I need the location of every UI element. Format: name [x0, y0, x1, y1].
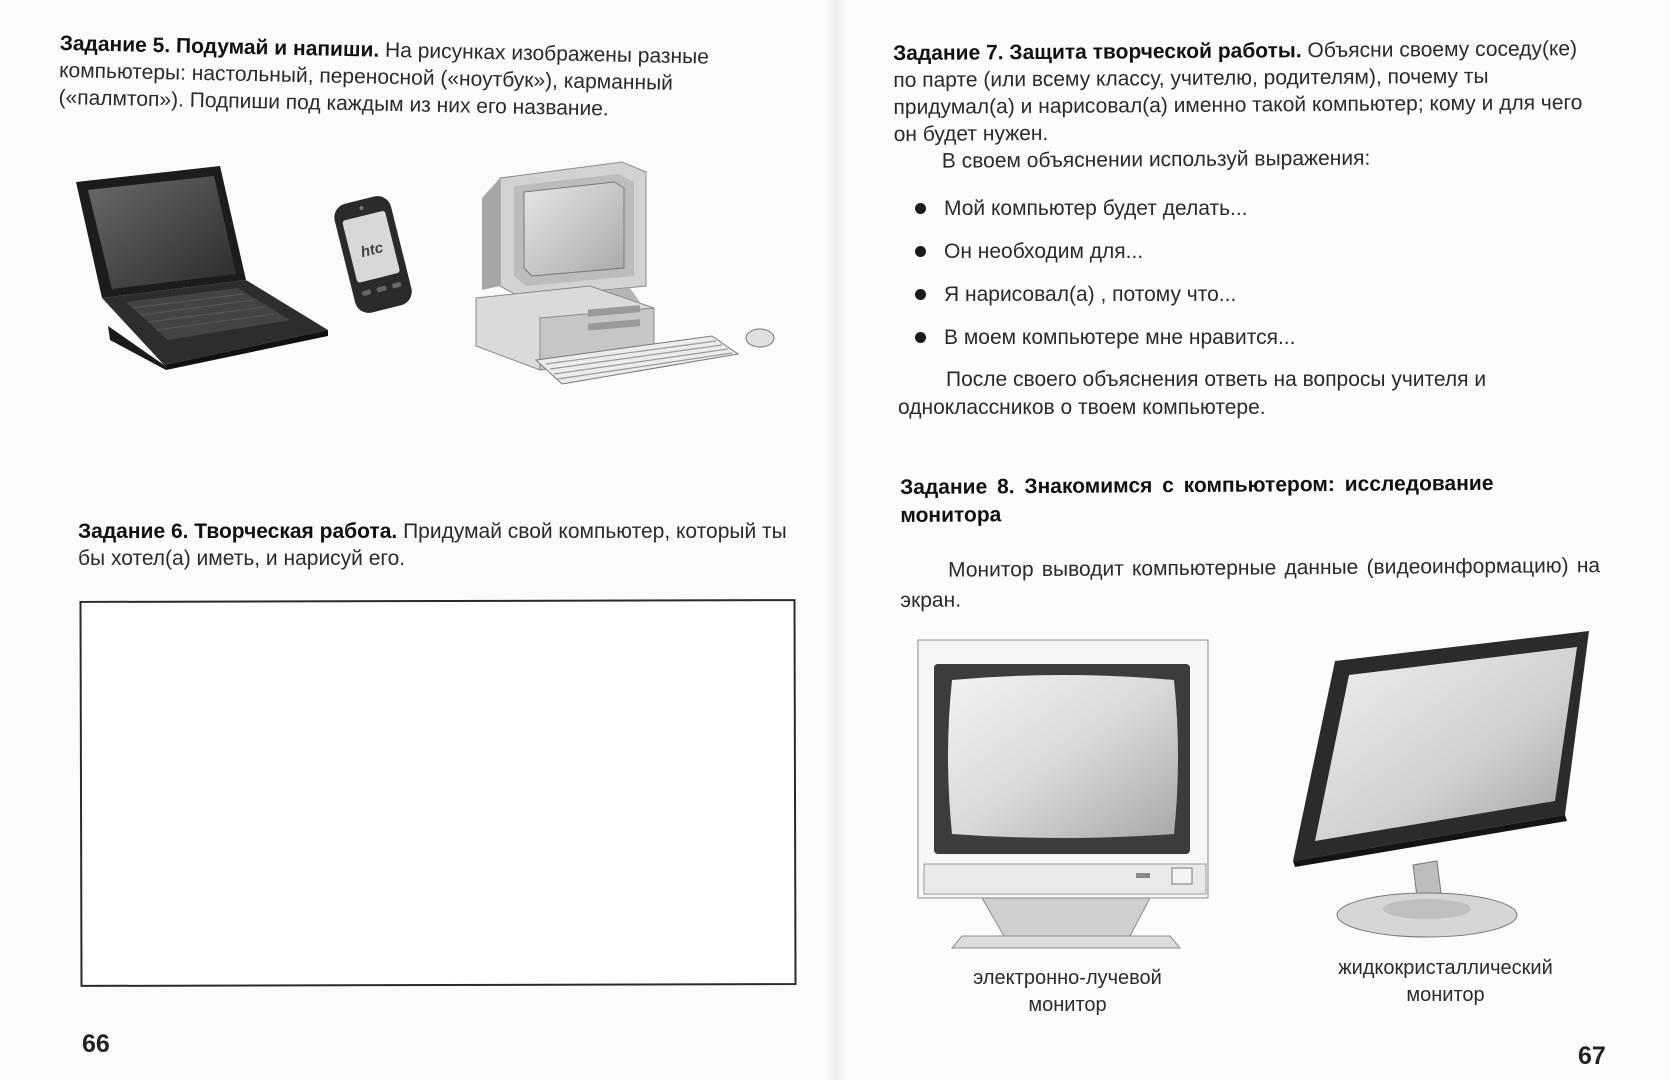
phrase-text: Мой компьютер будет делать... — [944, 197, 1248, 220]
task7-after-content: После своего объяснения ответь на вопросы учителя и одноклассников о твоем компьютере. — [898, 368, 1487, 419]
task8-text-content: Монитор выводит компьютерные данные (видеоинформацию) на экран. — [900, 554, 1601, 612]
task6-paragraph — [78, 518, 793, 572]
crt-screen — [948, 675, 1178, 838]
crt-caption-line1: электронно-лучевой — [973, 967, 1162, 989]
desktop-crt-screen — [524, 182, 624, 276]
crt-caption — [960, 965, 1175, 1019]
task7-text: Объясни своему соседу(ке) по парте (или всему классу, учителю, родителям), почему ты придумал(а) и нарисовал(а) именно такой компьютер; кому и для чего он будет нужен. — [893, 37, 1583, 146]
crt-power-button — [1172, 868, 1192, 884]
lcd-caption — [1318, 955, 1573, 1009]
drawing-area-box[interactable] — [79, 599, 796, 987]
lcd-stand-hub — [1383, 899, 1471, 919]
desktop-mouse — [746, 329, 774, 347]
bullet-dot-icon — [915, 289, 926, 300]
bullet-dot-icon — [915, 203, 926, 214]
laptop-illustration — [68, 160, 333, 370]
lcd-caption-line2: монитор — [1406, 984, 1485, 1006]
phrase-item — [915, 195, 1595, 238]
task6-title: Задание 6. Творческая работа. — [78, 520, 398, 543]
crt-stand-base — [952, 936, 1180, 948]
crt-control-panel — [924, 864, 1206, 894]
task7-after-text — [898, 366, 1604, 422]
task7-paragraph — [893, 35, 1606, 175]
crt-caption-line2: монитор — [1028, 994, 1107, 1016]
desktop-computer-illustration — [470, 158, 790, 398]
crt-monitor-illustration — [912, 636, 1212, 956]
task8-title: Задание 8. Знакомимся с компьютером: исследование монитора — [900, 471, 1494, 527]
phrase-item — [915, 238, 1595, 281]
book-gutter — [825, 0, 847, 1080]
phrase-text: В моем компьютере мне нравится... — [944, 326, 1296, 349]
task5-paragraph — [58, 30, 785, 126]
lcd-monitor-illustration — [1285, 625, 1595, 940]
task5-text: На рисунках изображены разные компьютеры: настольный, переносной («ноутбук»), карманный («палмтоп»). Подпиши под каждым из них его название. — [58, 38, 710, 121]
phrase-text: Он необходим для... — [944, 240, 1144, 263]
bullet-dot-icon — [915, 246, 926, 257]
lcd-stand-neck — [1413, 861, 1441, 897]
task6-text: Придумай свой компьютер, который ты бы хотел(а) иметь, и нарисуй его. — [78, 520, 787, 570]
phone-brand-logo: htc — [358, 239, 385, 262]
task5-title: Задание 5. Подумай и напиши. — [59, 31, 380, 62]
crt-indicator — [1136, 873, 1150, 878]
desktop-crt-side — [482, 178, 500, 290]
palmtop-phone-illustration — [330, 192, 420, 317]
page-number-right: 67 — [1578, 1042, 1606, 1070]
task7-title: Задание 7. Защита творческой работы. — [893, 39, 1302, 65]
task7-intro: В своем объяснении используй выражения: — [941, 146, 1371, 173]
laptop-screen — [88, 176, 236, 289]
crt-stand-neck — [982, 898, 1150, 936]
phrase-item — [915, 281, 1595, 324]
phrase-text: Я нарисовал(а) , потому что... — [944, 283, 1237, 306]
phrase-list — [915, 195, 1595, 367]
lcd-caption-line1: жидкокристаллический — [1338, 957, 1553, 979]
page-number-left: 66 — [82, 1030, 110, 1058]
phrase-item — [915, 324, 1595, 367]
bullet-dot-icon — [915, 332, 926, 343]
task8-text — [900, 551, 1600, 616]
